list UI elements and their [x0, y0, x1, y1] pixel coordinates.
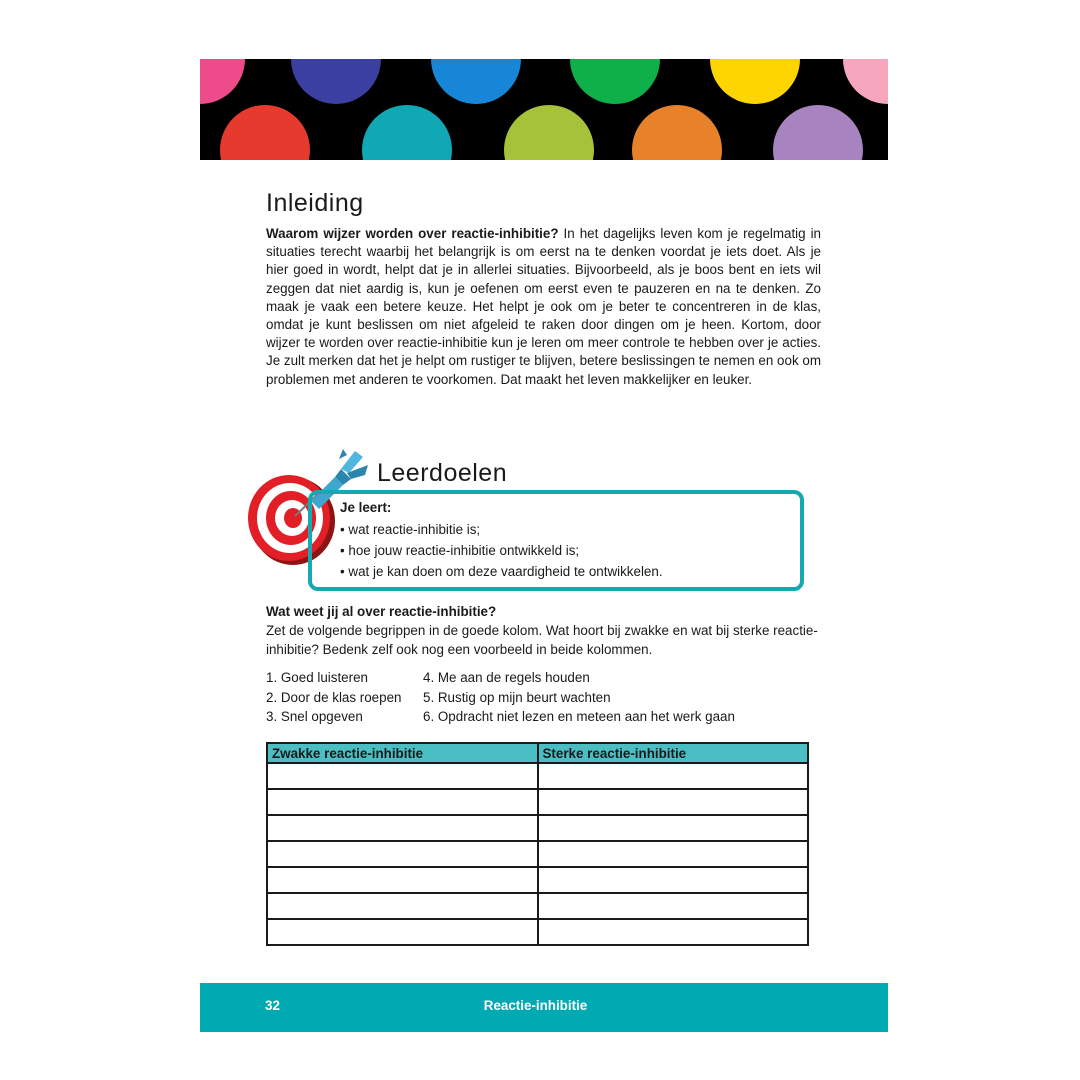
purple-dot: [773, 105, 863, 160]
answer-cell[interactable]: [538, 893, 809, 919]
workbook-page: [200, 59, 888, 1032]
terms-column-1: [266, 668, 401, 727]
term-item: 4. Me aan de regels houden: [423, 670, 590, 685]
sorting-table: [266, 742, 809, 946]
polka-dot-banner: [200, 59, 888, 160]
indigo-dot: [291, 59, 381, 104]
answer-cell[interactable]: [267, 815, 538, 841]
answer-cell[interactable]: [538, 763, 809, 789]
header-weak-inhibition: Zwakke reactie-inhibitie: [267, 743, 538, 763]
table-row: [267, 789, 808, 815]
goal-item: • hoe jouw reactie-inhibitie ontwikkeld is;: [340, 543, 580, 558]
intro-paragraph: [266, 225, 821, 389]
table-row: [267, 893, 808, 919]
green-dot: [570, 59, 660, 104]
yellow-dot: [710, 59, 800, 104]
answer-cell[interactable]: [267, 841, 538, 867]
question-instructions: Zet de volgende begrippen in de goede kolom. Wat hoort bij zwakke en wat bij sterke reactie-inhibitie? Bedenk zelf ook nog een voorbeeld in beide kolommen.: [266, 623, 818, 657]
term-item: 5. Rustig op mijn beurt wachten: [423, 689, 611, 705]
answer-cell[interactable]: [267, 893, 538, 919]
answer-cell[interactable]: [267, 919, 538, 945]
answer-cell[interactable]: [538, 919, 809, 945]
term-item: 1. Goed luisteren: [266, 670, 368, 685]
terms-column-2: [423, 668, 735, 727]
light-pink-dot: [843, 59, 888, 104]
intro-body: In het dagelijks leven kom je regelmatig in situaties terecht waarbij het belangrijk is om eerst na te denken voordat je iets doet. Als je hier goed in wordt, helpt dat je in allerlei situaties. Bijvoorbeeld, als je boos bent en iets wil zeggen dat niet aardig is, kun je oefenen om eerst even te pauzeren en na te denken. Zo maak je vaak een betere keuze. Het helpt je ook om je beter te concentreren in de klas, omdat je kunt beslissen om niet afgeleid te raken door dingen om je heen. Kortom, door wijzer te worden over reactie-inhibitie kun je leren om meer controle te hebben over je acties. Je zult merken dat het je helpt om rustiger te blijven, betere beslissingen te nemen en ook om problemen met anderen te voorkomen. Dat maakt het leven makkelijker en leuker.: [266, 226, 822, 387]
intro-lead: Waarom wijzer worden over reactie-inhibitie?: [266, 226, 559, 241]
goals-list: [340, 519, 663, 582]
goals-heading: Leerdoelen: [377, 459, 508, 487]
term-item: 2. Door de klas roepen: [266, 689, 402, 705]
table-row: [267, 763, 808, 789]
goal-item: • wat reactie-inhibitie is;: [340, 522, 481, 537]
lime-dot: [504, 105, 594, 160]
teal-dot: [362, 105, 452, 160]
answer-cell[interactable]: [538, 867, 809, 893]
term-item: 6. Opdracht niet lezen en meteen aan het werk gaan: [423, 709, 735, 724]
intro-heading: Inleiding: [266, 189, 364, 217]
page-number: 32: [265, 998, 280, 1013]
goals-title: Je leert:: [340, 500, 392, 515]
header-strong-inhibition: Sterke reactie-inhibitie: [538, 743, 809, 763]
term-item: 3. Snel opgeven: [266, 709, 363, 724]
table-row: [267, 919, 808, 945]
table-row: [267, 867, 808, 893]
table-row: [267, 841, 808, 867]
answer-cell[interactable]: [267, 789, 538, 815]
chapter-title: Reactie-inhibitie: [483, 998, 588, 1013]
page-footer: [200, 983, 888, 1032]
orange-dot: [632, 105, 722, 160]
red-dot: [220, 105, 310, 160]
table-header-row: [267, 743, 808, 763]
question-title: Wat weet jij al over reactie-inhibitie?: [266, 604, 497, 619]
pink-dot: [200, 59, 245, 104]
blue-dot: [431, 59, 521, 104]
answer-cell[interactable]: [538, 815, 809, 841]
answer-cell[interactable]: [538, 789, 809, 815]
answer-cell[interactable]: [538, 841, 809, 867]
table-row: [267, 815, 808, 841]
answer-cell[interactable]: [267, 763, 538, 789]
goal-item: • wat je kan doen om deze vaardigheid te ontwikkelen.: [340, 564, 663, 579]
answer-cell[interactable]: [267, 867, 538, 893]
